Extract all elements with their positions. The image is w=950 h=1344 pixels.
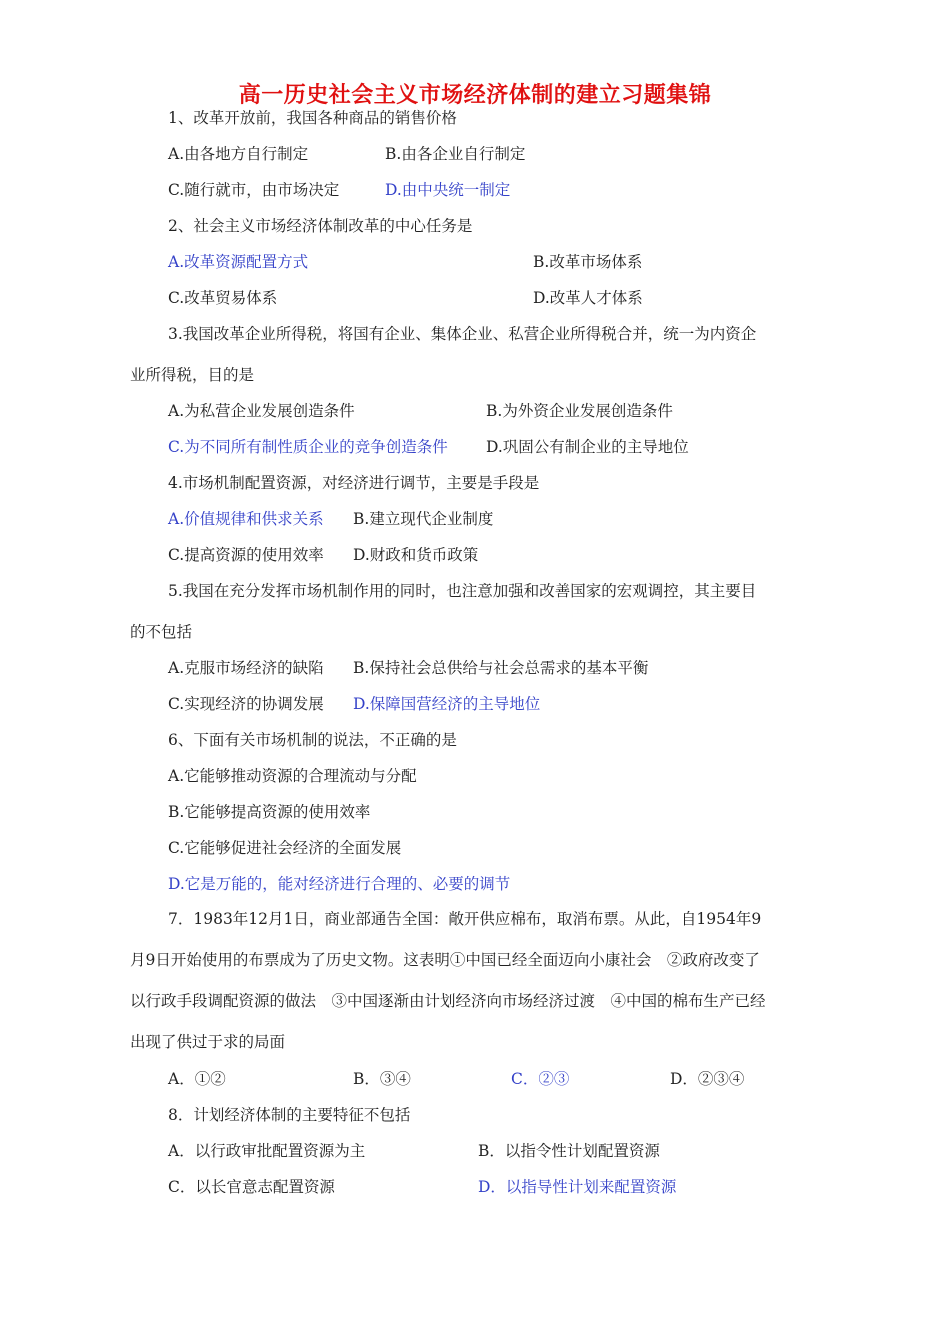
q8-option-b: B．以指令性计划配置资源 [478,1142,660,1160]
q4-stem: 4.市场机制配置资源，对经济进行调节，主要是手段是 [168,474,540,492]
q7-stem-line2: 月9日开始使用的布票成为了历史文物。这表明①中国已经全面迈向小康社会 ②政府改变了 [130,951,760,969]
q1-option-c: C.随行就市，由市场决定 [168,181,340,199]
q4-option-c: C.提高资源的使用效率 [168,546,324,564]
q5-stem-line1: 5.我国在充分发挥市场机制作用的同时，也注意加强和改善国家的宏观调控，其主要目 [168,582,757,600]
q3-option-d: D.巩固公有制企业的主导地位 [486,438,689,456]
q8-option-d-answer: D．以指导性计划来配置资源 [478,1178,677,1196]
q1-option-a: A.由各地方自行制定 [168,145,309,163]
q3-stem-line1: 3.我国改革企业所得税，将国有企业、集体企业、私营企业所得税合并，统一为内资企 [168,325,757,343]
q5-option-a: A.克服市场经济的缺陷 [168,659,324,677]
q1-stem: 1、改革开放前，我国各种商品的销售价格 [168,109,457,127]
q3-option-a: A.为私营企业发展创造条件 [168,402,355,420]
q2-option-c: C.改革贸易体系 [168,289,278,307]
document-title: 高一历史社会主义市场经济体制的建立习题集锦 [238,83,712,108]
q5-option-c: C.实现经济的协调发展 [168,695,324,713]
q2-option-d: D.改革人才体系 [533,289,643,307]
q7-option-c-answer: C．②③ [511,1070,570,1088]
q3-option-c-answer: C.为不同所有制性质企业的竞争创造条件 [168,438,448,456]
q8-stem: 8．计划经济体制的主要特征不包括 [168,1106,411,1124]
q7-option-d: D．②③④ [670,1070,745,1088]
q2-option-b: B.改革市场体系 [533,253,643,271]
q4-option-a-answer: A.价值规律和供求关系 [168,510,324,528]
q6-option-a: A.它能够推动资源的合理流动与分配 [168,767,417,785]
q2-option-a-answer: A.改革资源配置方式 [168,253,309,271]
q3-option-b: B.为外资企业发展创造条件 [486,402,673,420]
q7-stem-line1: 7．1983年12月1日，商业部通告全国：敞开供应棉布，取消布票。从此，自1954年9 [168,910,762,928]
q5-option-d-answer: D.保障国营经济的主导地位 [353,695,541,713]
q1-option-d-answer: D.由中央统一制定 [385,181,511,199]
q5-stem-line2: 的不包括 [130,623,193,641]
q6-option-d-answer: D.它是万能的，能对经济进行合理的、必要的调节 [168,875,511,893]
q6-option-b: B.它能够提高资源的使用效率 [168,803,371,821]
q4-option-d: D.财政和货币政策 [353,546,479,564]
q7-option-b: B．③④ [353,1070,411,1088]
q2-stem: 2、社会主义市场经济体制改革的中心任务是 [168,217,473,235]
q8-option-c: C．以长官意志配置资源 [168,1178,335,1196]
q7-stem-line4: 出现了供过于求的局面 [130,1033,286,1051]
q4-option-b: B.建立现代企业制度 [353,510,494,528]
q7-stem-line3: 以行政手段调配资源的做法 ③中国逐渐由计划经济向市场经济过渡 ④中国的棉布生产已经 [130,992,766,1010]
q1-option-b: B.由各企业自行制定 [385,145,526,163]
q8-option-a: A．以行政审批配置资源为主 [168,1142,366,1160]
q3-stem-line2: 业所得税，目的是 [130,366,255,384]
q7-option-a: A．①② [168,1070,226,1088]
q6-option-c: C.它能够促进社会经济的全面发展 [168,839,402,857]
q5-option-b: B.保持社会总供给与社会总需求的基本平衡 [353,659,649,677]
q6-stem: 6、下面有关市场机制的说法，不正确的是 [168,731,457,749]
